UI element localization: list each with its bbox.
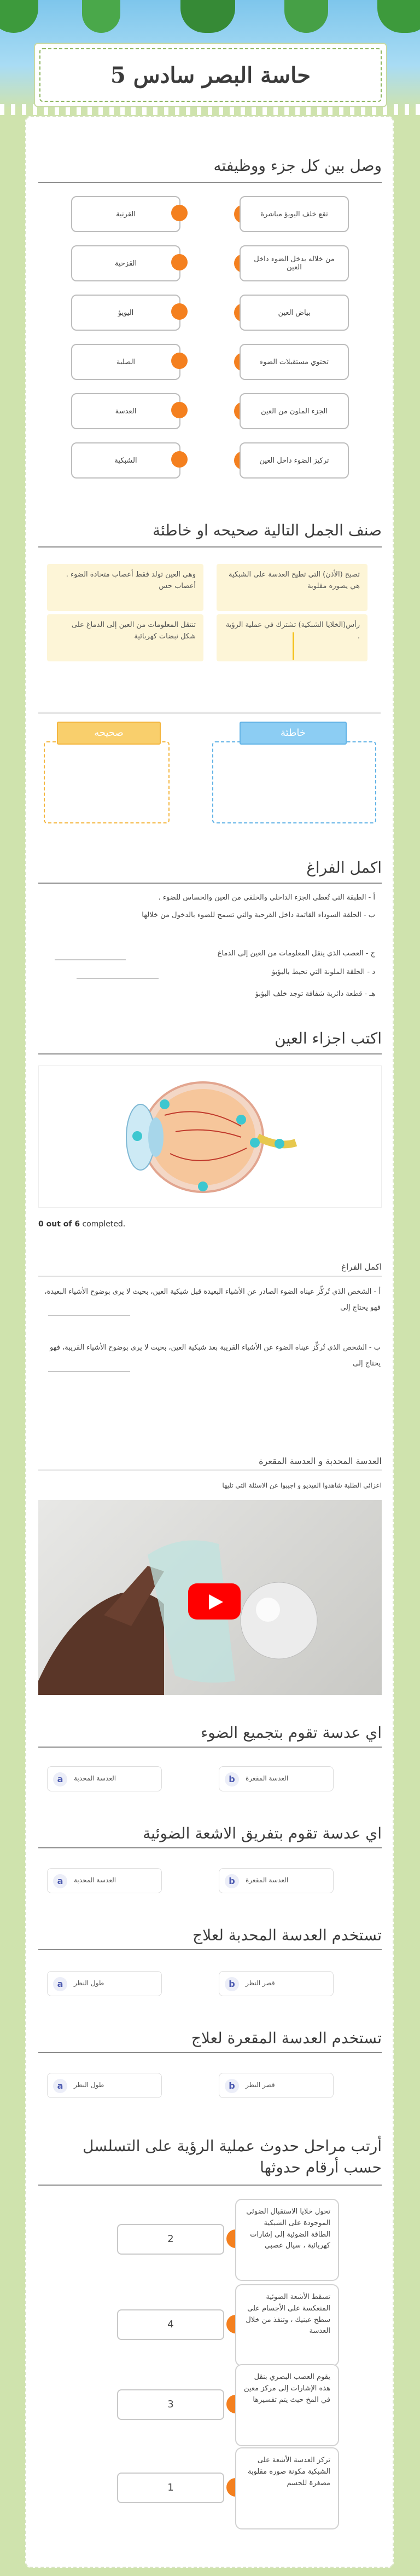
divider <box>38 1469 382 1471</box>
match-connector[interactable] <box>171 353 188 369</box>
title-card <box>34 43 387 107</box>
q2-option-a[interactable] <box>47 1868 162 1893</box>
divider <box>38 1847 382 1848</box>
q3-option-b[interactable] <box>219 1971 334 1996</box>
q4-heading: تستخدم العدسة المقعرة لعلاج <box>191 2029 382 2047</box>
play-button[interactable] <box>188 1583 241 1620</box>
drop-zone-true[interactable] <box>44 741 170 823</box>
video-player[interactable] <box>38 1500 382 1695</box>
option-letter: a <box>53 1874 67 1888</box>
match-right-item[interactable]: من خلاله يدخل الضوء داخل العين <box>240 245 349 281</box>
q3-heading: تستخدم العدسة المحدبة لعلاج <box>192 1926 382 1944</box>
divider <box>38 546 382 548</box>
fill-line: ب - الحلقة السوداء القاتمة داخل القزحية والتي تسمح للضوء بالدخول من خلالها <box>142 911 375 919</box>
match-right-item[interactable]: تركيز الضوء داخل العين <box>240 442 349 479</box>
order-heading: أرتب مراحل حدوث عملية الرؤية على التسلسل حسب أرقام حدوثها <box>83 2137 382 2177</box>
score-value: 0 out of 6 <box>38 1220 80 1229</box>
match-connector[interactable] <box>171 254 188 270</box>
divider <box>38 1053 382 1054</box>
sort-heading: صنف الجمل التالية صحيحه او خاطئة <box>152 521 382 539</box>
divider <box>38 1276 382 1277</box>
match-heading: وصل بين كل جزء ووظيفته <box>213 157 382 175</box>
text-cursor <box>293 632 294 660</box>
sort-item[interactable]: رأس(الخلايا الشبكية) تشترك في عملية الرؤية . <box>217 614 368 661</box>
match-left-item[interactable]: الشبكية <box>71 442 180 479</box>
option-label: العدسة المحدبة <box>74 1876 116 1884</box>
option-letter: b <box>225 1772 239 1787</box>
match-left-item[interactable]: الصلبة <box>71 344 180 380</box>
match-left-item[interactable]: العدسة <box>71 393 180 429</box>
divider <box>38 1949 382 1950</box>
order-card[interactable]: تسقط الأشعة الضوئية المنعكسة على الأجسام على سطح عينيك ، وتنفذ من خلال العدسة <box>235 2284 339 2366</box>
order-number[interactable]: 1 <box>117 2473 224 2503</box>
order-number[interactable]: 4 <box>117 2309 224 2340</box>
order-card[interactable]: يقوم العصب البصري بنقل هذه الإشارات إلى مركز معين في المخ حيث يتم تفسيرها <box>235 2364 339 2446</box>
match-connector[interactable] <box>171 303 188 320</box>
q3-option-a[interactable] <box>47 1971 162 1996</box>
option-label: العدسة المقعرة <box>246 1876 289 1884</box>
fill-line: د - الحلقة الملونة التي تحيط بالبؤبؤ <box>272 968 375 976</box>
divider <box>38 182 382 183</box>
q1-option-a[interactable] <box>47 1766 162 1791</box>
answer-blank[interactable] <box>55 959 126 960</box>
match-left-item[interactable]: القرنية <box>71 196 180 232</box>
order-card[interactable]: تركز العدسة الأشعة على الشبكية مكونة صورة مقلوبة مصغرة للجسم <box>235 2447 339 2529</box>
match-right-item[interactable]: تحتوي مستقبلات الضوء <box>240 344 349 380</box>
fill-line: ج - العصب الذي ينقل المعلومات من العين إلى الدماغ <box>217 949 375 958</box>
fill-line: هـ - قطعة دائرية شفافة توجد خلف البؤبؤ <box>255 990 375 998</box>
complete-line-b: ب - الشخص الذي تُركِّز عيناه الضوء عن الأشياء القريبة بعد شبكية العين، بحيث لا يرى بوضوح الأشياء القريبة، فهو يحتاج إلى <box>50 1344 381 1368</box>
complete-line-a: أ - الشخص الذي تُركِّز عيناه الضوء الصادر عن الأشياء البعيدة قبل شبكية العين، بحيث لا يرى بوضوح الأشياء البعيدة، فهو يحتاج إلى <box>44 1288 381 1312</box>
sort-item[interactable]: وهي العين تولد فقط أعصاب متحادة الضوء . أعصاب حس <box>47 564 203 611</box>
score-suffix: completed. <box>80 1220 126 1229</box>
option-letter: a <box>53 1772 67 1787</box>
match-connector[interactable] <box>171 205 188 221</box>
divider <box>38 1747 382 1748</box>
match-connector[interactable] <box>171 402 188 418</box>
option-letter: b <box>225 2079 239 2093</box>
answer-blank[interactable] <box>48 1315 130 1316</box>
option-letter: b <box>225 1977 239 1991</box>
drop-zone-false[interactable] <box>212 741 376 823</box>
option-label: العدسة المحدبة <box>74 1774 116 1782</box>
match-right-item[interactable]: الجزء الملون من العين <box>240 393 349 429</box>
label-true: صحيحه <box>57 722 161 745</box>
q2-option-b[interactable] <box>219 1868 334 1893</box>
q1-heading: اي عدسة تقوم بتجميع الضوء <box>200 1724 382 1742</box>
q4-option-b[interactable] <box>219 2073 334 2098</box>
match-left-item[interactable]: القزحية <box>71 245 180 281</box>
match-connector[interactable] <box>171 451 188 468</box>
fill-heading: اكمل الفراغ <box>306 858 382 877</box>
option-letter: a <box>53 1977 67 1991</box>
order-card[interactable]: تحول خلايا الاستقبال الضوئي الموجودة على الشبكية الطاقة الضوئية إلى إشارات كهربائية ، سيال عصبي <box>235 2199 339 2281</box>
divider <box>38 2185 382 2186</box>
match-left-item[interactable]: اليويؤ <box>71 295 180 331</box>
option-label: العدسة المقعرة <box>246 1774 289 1782</box>
label-false: خاطئة <box>240 722 347 745</box>
score-text <box>38 1220 125 1229</box>
match-right-item[interactable]: بياض العين <box>240 295 349 331</box>
sort-item[interactable]: تنتقل المعلومات من العين إلى الدماغ على شكل نبضات كهربائية <box>47 614 203 661</box>
complete-heading: اكمل الفراغ <box>341 1262 382 1272</box>
order-number[interactable]: 2 <box>117 2224 224 2255</box>
divider <box>38 2052 382 2053</box>
option-label: طول النظر <box>74 1979 104 1987</box>
divider <box>38 712 381 714</box>
lenses-heading: العدسة المحدبة و العدسة المقعرة <box>259 1456 382 1466</box>
play-icon <box>209 1594 223 1610</box>
answer-blank[interactable] <box>77 978 159 979</box>
option-label: قصر النظر <box>246 2081 275 2089</box>
eye-diagram <box>38 1065 382 1208</box>
divider <box>38 883 382 884</box>
answer-blank[interactable] <box>48 1371 130 1372</box>
q1-option-b[interactable] <box>219 1766 334 1791</box>
q2-heading: اي عدسة تقوم بتفريق الاشعة الضوئية <box>143 1824 382 1842</box>
match-right-item[interactable]: تقع خلف اليويؤ مباشرة <box>240 196 349 232</box>
fill-line: أ - الطبقة التي تُغطي الجزء الداخلي والخلفي من العين والحساس للضوء . <box>158 894 375 902</box>
page-title: حاسة البصر سادس 5 <box>110 62 311 88</box>
sort-item[interactable]: تصبح (الأذن) التي تطيح العدسة على الشبكية هي يصوره مقلوبة <box>217 564 368 611</box>
q4-option-a[interactable] <box>47 2073 162 2098</box>
option-letter: b <box>225 1874 239 1888</box>
option-letter: a <box>53 2079 67 2093</box>
option-label: طول النظر <box>74 2081 104 2089</box>
parts-heading: اكتب اجزاء العين <box>275 1029 382 1047</box>
lenses-sub: اعزائي الطلبة شاهدوا الفيديو و اجيبوا عن الاسئلة التي تليها <box>222 1482 382 1489</box>
option-label: قصر النظر <box>246 1979 275 1987</box>
order-number[interactable]: 3 <box>117 2389 224 2420</box>
